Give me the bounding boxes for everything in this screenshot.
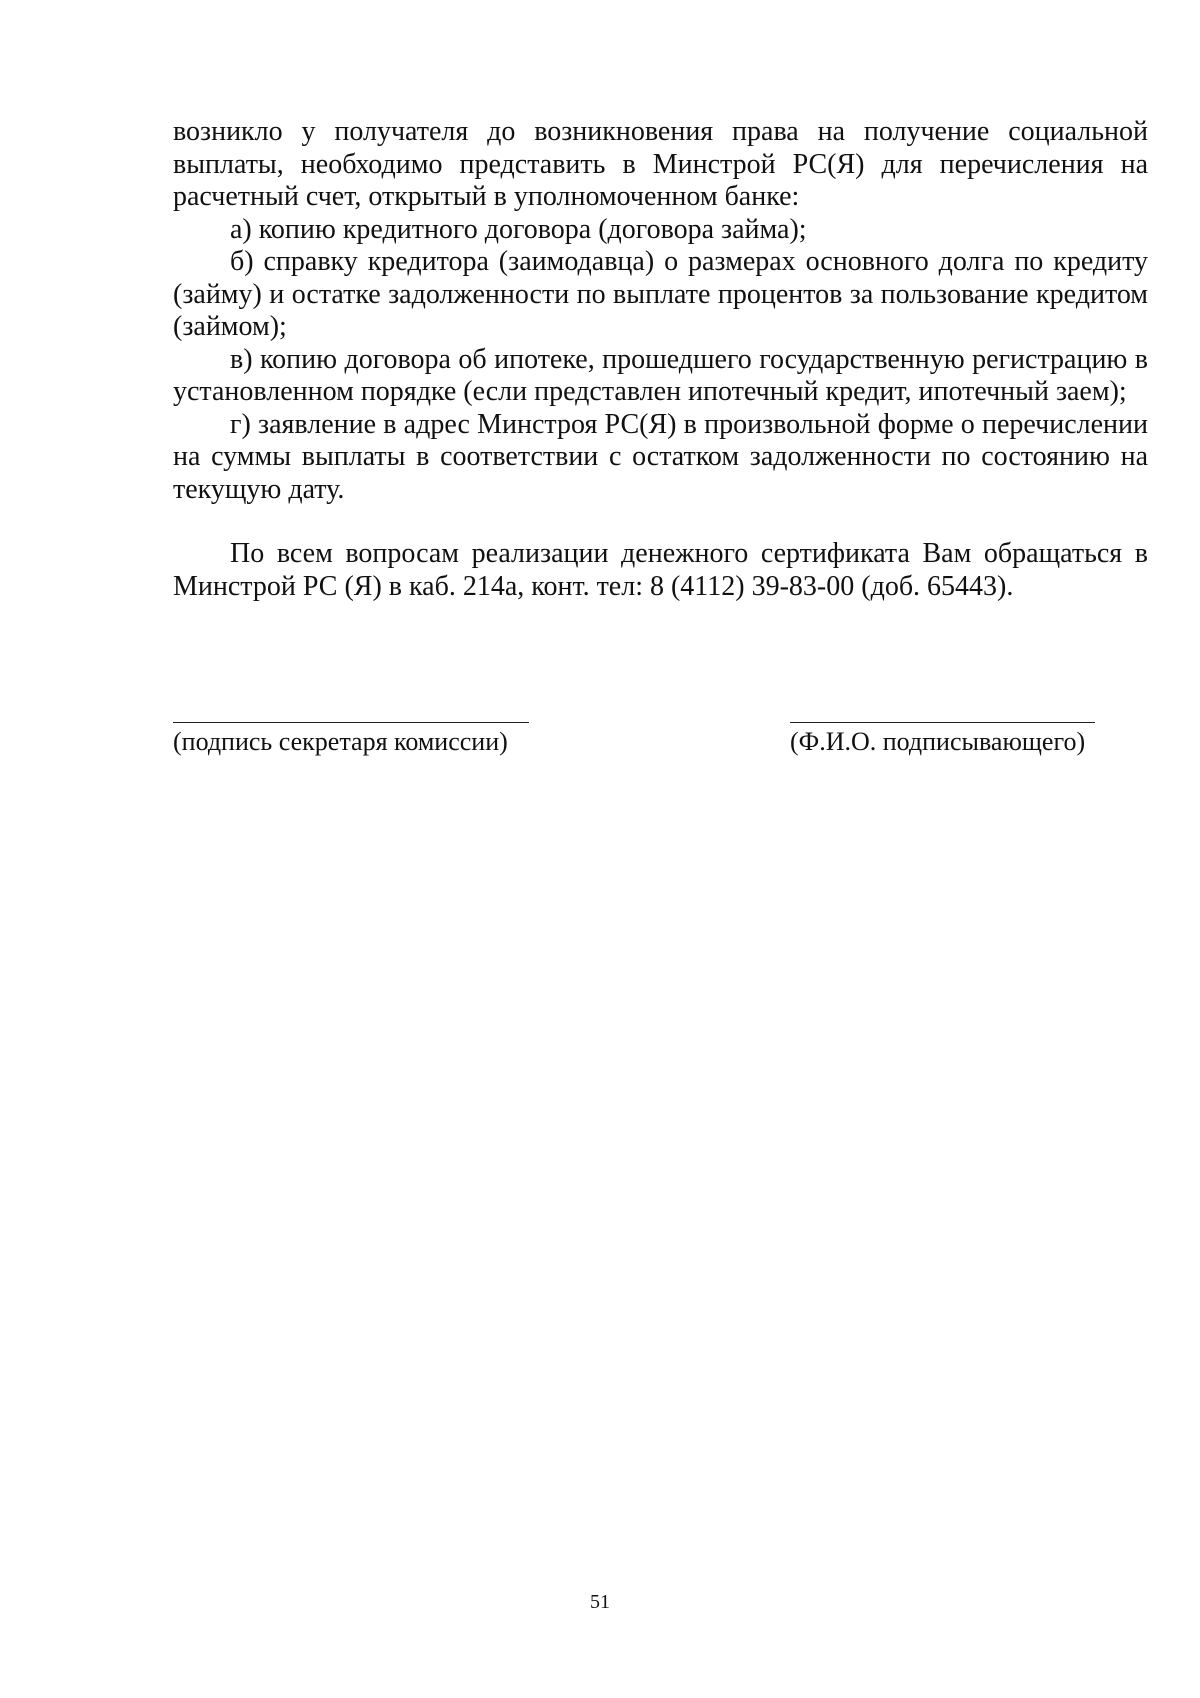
page-number: 51 — [590, 1591, 610, 1613]
signature-line-secretary — [173, 722, 529, 723]
signature-label-signer: (Ф.И.О. подписывающего) — [790, 727, 1086, 756]
contact-paragraph: По всем вопросам реализации денежного сертификата Вам обращаться в Минстрой РС (Я) в каб. 214а, конт. тел: 8 (4112) 39-83-00 (доб. 65443). — [173, 538, 1148, 602]
document-body — [173, 116, 1148, 603]
signature-block-secretary — [173, 722, 529, 757]
paragraph-spacer — [173, 506, 1148, 538]
list-item-g: г) заявление в адрес Минстроя РС(Я) в произвольной форме о перечислении на суммы выплаты в соответствии с остатком задолженности по состоянию на текущую дату. — [173, 408, 1148, 505]
paragraph-intro: возникло у получателя до возникновения права на получение социальной выплаты, необходимо представить в Минстрой РС(Я) для перечисления на расчетный счет, открытый в уполномоченном банке: — [173, 116, 1148, 212]
signature-block-signer — [790, 722, 1095, 757]
list-item-a: а) копию кредитного договора (договора займа); — [230, 213, 807, 245]
signature-label-secretary: (подпись секретаря комиссии) — [173, 727, 508, 756]
list-item-b: б) справку кредитора (заимодавца) о размерах основного долга по кредиту (займу) и остатке задолженности по выплате процентов за пользование кредитом (займом); — [173, 246, 1148, 342]
signature-line-signer — [790, 722, 1095, 723]
list-item-v: в) копию договора об ипотеке, прошедшего государственную регистрацию в установленном порядке (если представлен ипотечный кредит, ипотечный заем); — [173, 343, 1148, 407]
